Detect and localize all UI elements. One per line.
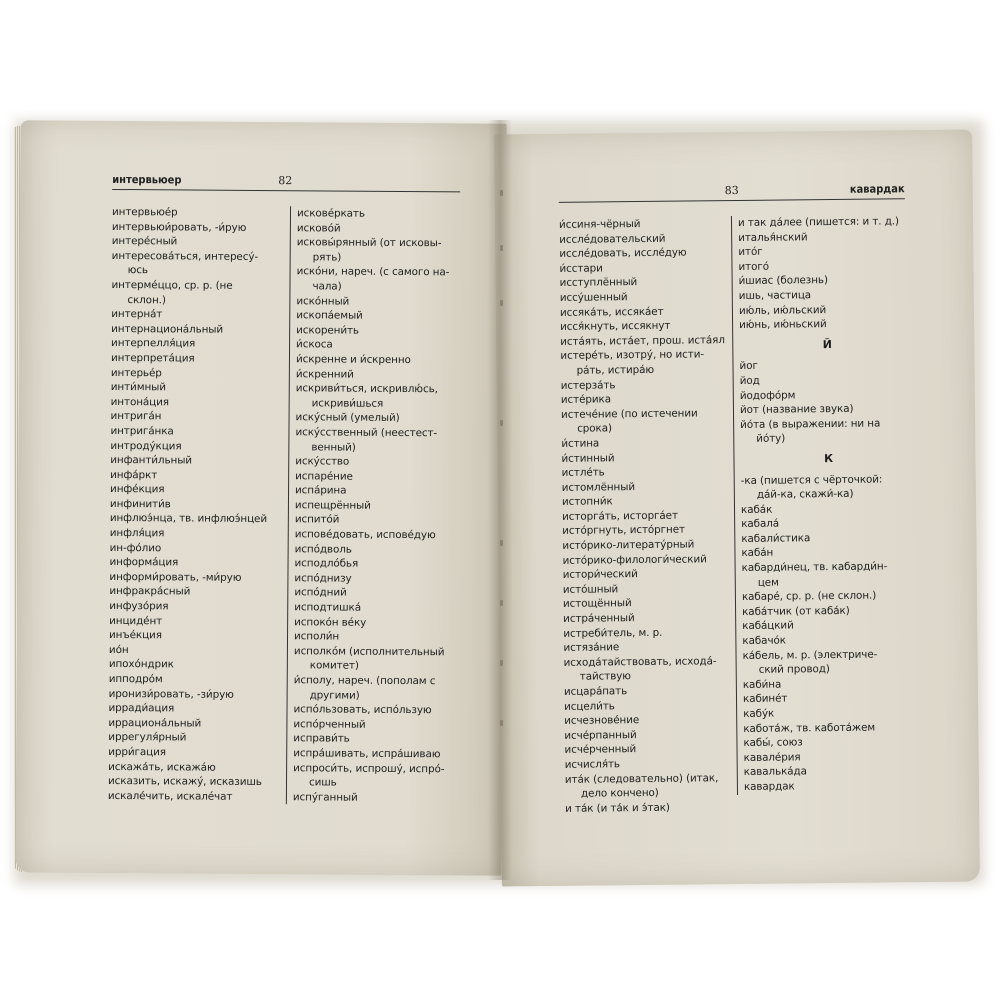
stitch-mark <box>500 720 503 726</box>
dictionary-entry: исся́кнуть, иссякнут <box>560 319 671 333</box>
dictionary-entry: интернациона́льный <box>111 322 224 336</box>
dictionary-entry: искриви́шься <box>311 397 384 410</box>
dictionary-entry: италья́нский <box>738 230 808 244</box>
dictionary-entry: исступлённый <box>559 276 638 290</box>
dictionary-entry: и́стинный <box>561 451 615 465</box>
dictionary-entry: истече́ние (по истечении <box>560 407 698 421</box>
dictionary-entry: истопни́к <box>561 495 613 509</box>
dictionary-entry: кавардак <box>743 780 795 793</box>
dictionary-entry: ирри́гация <box>108 745 166 759</box>
dictionary-entry: сишь <box>308 776 337 789</box>
dictionary-entry: испо́днизу <box>294 572 352 585</box>
dictionary-entry: йот (название звука) <box>739 402 854 417</box>
dictionary-entry: исче́рченный <box>564 743 637 757</box>
dictionary-entry: испо́дний <box>294 586 347 600</box>
dictionary-entry: испа́рина <box>295 484 347 497</box>
dictionary-entry: иску́сственный (неестест- <box>295 426 438 440</box>
right-column-1 <box>559 216 733 816</box>
dictionary-entry: чала) <box>312 280 342 293</box>
dictionary-entry: искове́ркать <box>296 207 365 220</box>
dictionary-entry: иско́нный <box>296 294 350 308</box>
dictionary-entry: искорени́ть <box>296 323 360 337</box>
dictionary-entry: каба́н <box>741 547 774 560</box>
dictionary-entry: рять) <box>312 251 342 264</box>
dictionary-entry: ка́бель, м. р. (электриче- <box>742 648 878 662</box>
dictionary-entry: интрига́н <box>110 410 162 423</box>
dictionary-entry: каби́на <box>742 678 782 691</box>
dictionary-entry: испо́льзовать, испо́льзую <box>293 703 432 717</box>
dictionary-entry: тайствую <box>579 670 631 684</box>
dictionary-entry: другими) <box>309 688 360 702</box>
dictionary-entry: иско́ни, нареч. (с самого на- <box>296 265 450 279</box>
dictionary-entry: ипохо́ндрик <box>108 658 174 671</box>
dictionary-entry: кабу́к <box>743 707 775 720</box>
dictionary-entry: и́шиас (болезнь) <box>738 274 828 288</box>
dictionary-entry: иста́ять, иста́ет, прош. иста́ял <box>560 333 725 348</box>
dictionary-entry: исто́шный <box>562 583 619 596</box>
dictionary-entry: ито́г <box>738 245 763 259</box>
dictionary-entry: интроду́кция <box>110 439 182 452</box>
dictionary-entry: кабачо́к <box>742 634 786 647</box>
dictionary-entry: йо́та (в выражении: ни на <box>740 417 881 431</box>
dictionary-entry: испо́дволь <box>294 542 352 556</box>
dictionary-entry: исково́й <box>296 221 341 235</box>
dictionary-entry: исхода́тайствовать, исхода́- <box>563 655 717 669</box>
dictionary-entry: каба́к <box>740 503 773 516</box>
dictionary-entry: ию́нь, ию́ньский <box>739 318 827 332</box>
dictionary-entry: ирради́ация <box>108 702 175 715</box>
dictionary-entry: иссле́довательский <box>559 232 666 246</box>
dictionary-entry: испу́ганный <box>292 790 358 804</box>
dictionary-entry: венный) <box>311 440 356 454</box>
dictionary-entry: исто́ргнуть, исто́ргнет <box>562 524 686 538</box>
dictionary-entry: исте́рика <box>560 393 612 406</box>
dictionary-entry: инфанти́льный <box>110 454 193 467</box>
dictionary-entry: иссяка́ть, иссяка́ет <box>559 305 664 319</box>
dictionary-entry: иску́сный (умелый) <box>295 411 400 425</box>
dictionary-entry: склон.) <box>127 293 166 306</box>
dictionary-entry: исчисля́ть <box>564 758 620 771</box>
dictionary-entry: инфинити́в <box>109 497 171 511</box>
left-page-number: 82 <box>278 174 293 188</box>
dictionary-entry: инфе́кция <box>110 483 165 496</box>
stitch-mark <box>500 540 503 546</box>
dictionary-entry: истерза́ть <box>560 378 616 392</box>
dictionary-entry: и так да́лее (пишется: и т. д.) <box>737 215 899 229</box>
dictionary-entry: йог <box>739 360 758 373</box>
left-column-1 <box>108 205 280 805</box>
left-header-word: интервьюер <box>112 172 182 187</box>
dictionary-entry: интерпрета́ция <box>110 351 195 365</box>
right-page-header <box>559 178 905 203</box>
dictionary-entry: исто́рико-литерату́рный <box>562 538 695 552</box>
stitch-mark <box>500 420 503 426</box>
dictionary-entry: испаре́ние <box>295 469 353 483</box>
dictionary-entry: иррациона́льный <box>108 716 202 730</box>
dictionary-entry: истра́ченный <box>563 612 635 625</box>
dictionary-entry: и́скренне и и́скренно <box>295 353 411 366</box>
left-column-2 <box>286 206 472 806</box>
dictionary-entry: ию́ль, ию́льский <box>738 303 827 317</box>
dictionary-entry: кабине́т <box>742 692 788 706</box>
dictionary-entry: исполко́м (исполнительный <box>293 645 445 659</box>
dictionary-entry: каба́тчик (от каба́к) <box>742 604 850 618</box>
dictionary-entry: итого́ <box>738 260 770 273</box>
stitch-mark <box>500 660 503 666</box>
dictionary-entry: истощённый <box>562 597 632 611</box>
dictionary-entry: инъе́кция <box>108 629 162 642</box>
dictionary-entry: испове́довать, испове́дую <box>294 528 436 542</box>
dictionary-entry: инфлюэ́нца, тв. инфлюэ́нцей <box>109 512 268 526</box>
dictionary-entry: интерье́р <box>110 366 162 379</box>
dictionary-entry: искажа́ть, искажа́ю <box>108 760 216 774</box>
dictionary-entry: и́скренний <box>295 367 354 381</box>
dictionary-entry: кабарди́нец, тв. кабарди́н- <box>741 560 888 575</box>
dictionary-entry: исподтишка́ <box>294 601 362 614</box>
dictionary-entry: кабаре́, ср. р. (не склон.) <box>741 589 877 604</box>
dictionary-entry: кавале́рия <box>743 751 801 764</box>
dictionary-entry: кабота́ж, тв. кабота́жем <box>743 721 876 735</box>
dictionary-entry: истере́ть, изотру́, но исти- <box>560 348 705 363</box>
dictionary-entry: и́сстари <box>559 262 603 275</box>
right-column-2 <box>731 214 920 794</box>
dictionary-entry: интерме́ццо, ср. р. (не <box>111 278 233 292</box>
dictionary-entry: иску́сство <box>295 455 350 468</box>
dictionary-entry: ра́ть, истира́ю <box>576 363 655 377</box>
dictionary-entry: срока) <box>577 422 612 435</box>
dictionary-entry: ский провод) <box>758 663 830 677</box>
dictionary-entry: инфля́ция <box>109 527 165 540</box>
dictionary-entry: информа́ция <box>109 556 179 569</box>
dictionary-entry: комитет) <box>309 659 359 673</box>
dictionary-entry: интере́сный <box>111 235 178 248</box>
section-letter: К <box>823 451 834 465</box>
dictionary-entry: инфузо́рия <box>109 599 169 613</box>
dictionary-entry: иссле́довать, иссле́дую <box>559 246 687 261</box>
dictionary-entry: исцели́ть <box>564 699 615 713</box>
dictionary-entry: кавалька́да <box>743 765 807 779</box>
dictionary-entry: и та́к (и та́к и э́так) <box>565 801 670 815</box>
dictionary-entry: иррегуля́рный <box>108 731 187 744</box>
dictionary-entry: исподло́бья <box>294 557 359 570</box>
dictionary-entry: искриви́ться, искривлю́сь, <box>295 382 438 396</box>
dictionary-entry: и́ссиня-чёрный <box>558 217 641 231</box>
dictionary-entry: исто́рико-филологи́ческий <box>562 552 707 567</box>
dictionary-entry: интерна́т <box>111 308 163 321</box>
dictionary-entry: исче́рпанный <box>564 728 637 742</box>
dictionary-entry: испещрённый <box>294 499 371 512</box>
dictionary-entry: истреби́тель, м. р. <box>563 626 663 640</box>
dictionary-entry: иронизи́ровать, -зи́рую <box>108 687 234 701</box>
dictionary-entry: искале́чить, искале́чат <box>107 789 233 803</box>
dictionary-entry: иссу́шенный <box>559 291 628 304</box>
dictionary-entry: исказить, искажу́, исказишь <box>107 775 262 789</box>
dictionary-entry: исковы́рянный (от исковы- <box>296 236 442 250</box>
dictionary-entry: ипподро́м <box>108 672 163 686</box>
right-page-number: 83 <box>724 183 739 198</box>
section-letter: Й <box>822 337 832 351</box>
dictionary-entry: ин-фо́лио <box>109 541 162 554</box>
dictionary-entry: ио́н <box>108 643 129 656</box>
dictionary-entry: истяза́ние <box>563 641 620 655</box>
dictionary-entry: йод <box>739 374 760 387</box>
dictionary-entry: информи́ровать, -ми́рую <box>109 570 242 584</box>
dictionary-entry: ископа́емый <box>296 309 363 322</box>
dictionary-entry: испра́шивать, испра́шиваю <box>293 747 441 761</box>
dictionary-entry: истомлённый <box>561 480 636 494</box>
dictionary-entry: юсь <box>127 264 148 277</box>
stitch-mark <box>500 245 503 251</box>
dictionary-entry: цем <box>757 576 779 589</box>
dictionary-entry: инти́мный <box>110 381 166 394</box>
dictionary-entry: йодофо́рм <box>739 388 796 402</box>
dictionary-entry: испоко́н ве́ку <box>294 615 367 629</box>
dictionary-entry: кабали́стика <box>741 532 811 545</box>
dictionary-entry: испроси́ть, испрошу́, испро́- <box>293 761 445 775</box>
dictionary-entry: инфа́ркт <box>110 468 158 481</box>
right-page <box>494 130 980 887</box>
stitch-mark <box>500 600 503 606</box>
dictionary-entry: и́скоса <box>296 338 333 351</box>
dictionary-entry: интерпелля́ция <box>111 337 196 350</box>
dictionary-entry: кабы́, союз <box>743 736 803 750</box>
left-page-header <box>112 169 460 192</box>
dictionary-entry: дело кончено) <box>580 786 659 800</box>
dictionary-entry: исторга́ть, исторга́ет <box>562 509 678 523</box>
dictionary-entry: и́стина <box>561 437 600 450</box>
dictionary-entry: исполи́н <box>293 630 340 643</box>
left-page <box>15 120 506 875</box>
dictionary-entry: инфракра́сный <box>109 585 191 598</box>
dictionary-entry: ишь, частица <box>738 289 812 302</box>
book-gutter <box>488 120 512 880</box>
dictionary-entry: кабала́ <box>741 517 780 531</box>
dictionary-entry: исправи́ть <box>293 732 350 746</box>
dictionary-entry: интона́ция <box>110 395 170 409</box>
dictionary-entry: интервьюе́р <box>111 205 178 219</box>
dictionary-entry: каба́цкий <box>742 619 794 633</box>
dictionary-entry: исчезнове́ние <box>564 714 640 728</box>
dictionary-entry: ита́к (следовательно) (итак, <box>564 771 719 786</box>
stitch-mark <box>500 300 503 306</box>
dictionary-entry: испо́рченный <box>293 718 366 731</box>
dictionary-entry: да́й-ка, скажи́-ка) <box>756 487 854 501</box>
dictionary-entry: интрига́нка <box>110 424 174 438</box>
dictionary-entry: и́сполу, нареч. (пополам с <box>293 674 436 688</box>
dictionary-entry: интервьюи́ровать, -и́рую <box>111 220 247 234</box>
dictionary-entry: интересова́ться, интересу́- <box>111 249 259 263</box>
dictionary-entry: -ка (пишется с чёрточкой: <box>740 472 883 487</box>
dictionary-entry: йо́ту) <box>756 432 786 446</box>
dictionary-entry: истори́ческий <box>562 568 638 582</box>
dictionary-entry: инциде́нт <box>109 614 163 627</box>
stitch-mark <box>500 190 503 196</box>
dictionary-entry: исцара́пать <box>563 685 628 698</box>
right-header-word: кавардак <box>849 182 905 196</box>
dictionary-entry: испито́й <box>294 513 340 527</box>
dictionary-entry: истле́ть <box>561 466 605 479</box>
